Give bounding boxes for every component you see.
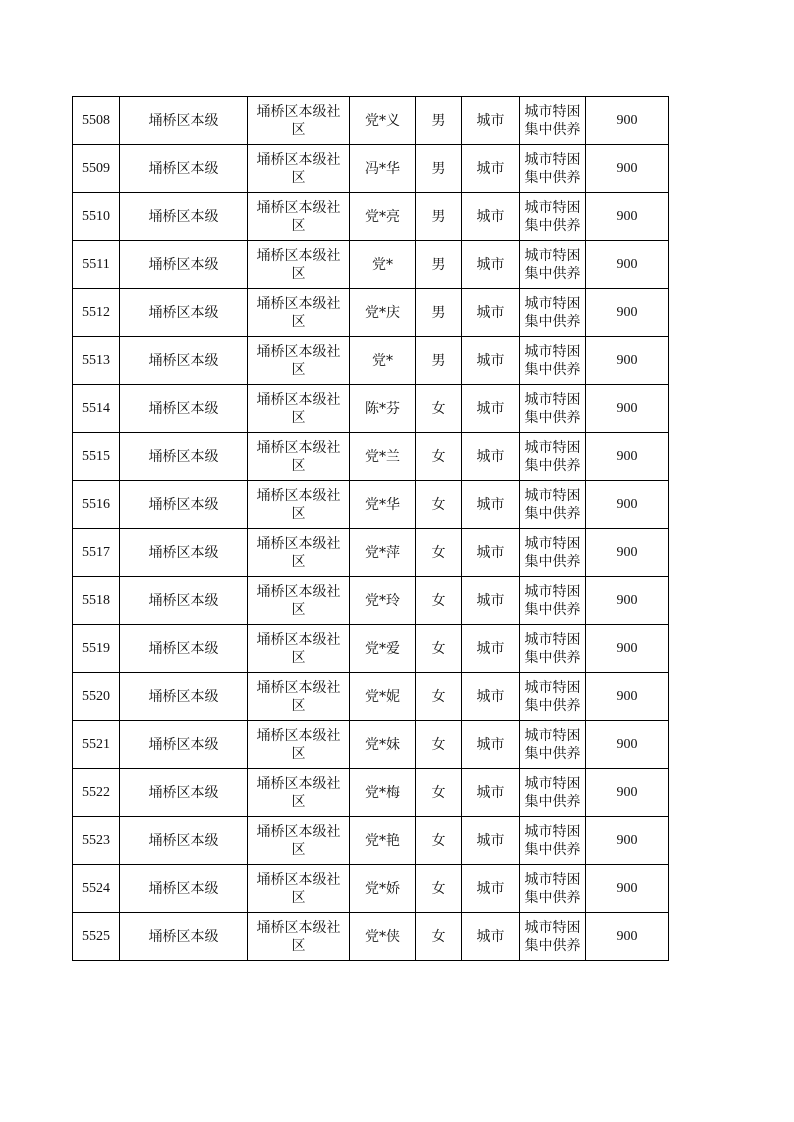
cell-name: 冯*华 [350, 145, 416, 193]
cell-district: 埇桥区本级 [120, 577, 248, 625]
cell-community-line-2: 区 [291, 265, 306, 282]
cell-support-type-line-2: 集中供养 [524, 889, 581, 906]
cell-community-line-2: 区 [291, 505, 306, 522]
cell-serial-number: 5524 [73, 865, 120, 913]
cell-name: 党*艳 [350, 817, 416, 865]
cell-serial-number: 5512 [73, 289, 120, 337]
cell-serial-number: 5516 [73, 481, 120, 529]
cell-support-type [520, 913, 586, 961]
cell-community [248, 337, 350, 385]
relief-roster-table [72, 96, 669, 961]
cell-gender: 男 [416, 97, 462, 145]
cell-support-type-line-2: 集中供养 [524, 265, 581, 282]
cell-community-line-2: 区 [291, 217, 306, 234]
cell-community [248, 769, 350, 817]
cell-gender: 女 [416, 433, 462, 481]
cell-community-line-1: 埇桥区本级社 [256, 391, 341, 408]
cell-support-type-line-2: 集中供养 [524, 169, 581, 186]
cell-name: 党*侠 [350, 913, 416, 961]
cell-support-type-line-1: 城市特困 [524, 391, 581, 408]
cell-district: 埇桥区本级 [120, 865, 248, 913]
cell-community-line-1: 埇桥区本级社 [256, 631, 341, 648]
cell-gender: 女 [416, 865, 462, 913]
cell-community-line-2: 区 [291, 889, 306, 906]
cell-district: 埇桥区本级 [120, 721, 248, 769]
cell-support-type [520, 577, 586, 625]
cell-community-line-2: 区 [291, 649, 306, 666]
cell-community [248, 529, 350, 577]
cell-name: 党*爱 [350, 625, 416, 673]
table-row [73, 865, 669, 913]
cell-gender: 女 [416, 625, 462, 673]
cell-amount: 900 [586, 289, 669, 337]
cell-district: 埇桥区本级 [120, 817, 248, 865]
cell-support-type [520, 385, 586, 433]
cell-support-type-line-1: 城市特困 [524, 727, 581, 744]
cell-community-line-1: 埇桥区本级社 [256, 103, 341, 120]
cell-amount: 900 [586, 913, 669, 961]
table-row [73, 721, 669, 769]
cell-name: 党*妹 [350, 721, 416, 769]
cell-community-line-1: 埇桥区本级社 [256, 439, 341, 456]
cell-name: 党*义 [350, 97, 416, 145]
cell-support-type-line-1: 城市特困 [524, 823, 581, 840]
cell-support-type [520, 721, 586, 769]
cell-area: 城市 [462, 865, 520, 913]
cell-community-line-1: 埇桥区本级社 [256, 199, 341, 216]
cell-support-type-line-1: 城市特困 [524, 343, 581, 360]
cell-community-line-1: 埇桥区本级社 [256, 727, 341, 744]
cell-area: 城市 [462, 577, 520, 625]
cell-serial-number: 5523 [73, 817, 120, 865]
cell-support-type-line-2: 集中供养 [524, 217, 581, 234]
cell-serial-number: 5518 [73, 577, 120, 625]
cell-gender: 女 [416, 673, 462, 721]
cell-amount: 900 [586, 433, 669, 481]
cell-serial-number: 5508 [73, 97, 120, 145]
cell-support-type-line-1: 城市特困 [524, 103, 581, 120]
cell-support-type-line-1: 城市特困 [524, 439, 581, 456]
cell-serial-number: 5509 [73, 145, 120, 193]
cell-gender: 男 [416, 145, 462, 193]
cell-amount: 900 [586, 385, 669, 433]
cell-gender: 女 [416, 769, 462, 817]
cell-support-type [520, 193, 586, 241]
cell-support-type [520, 673, 586, 721]
cell-community [248, 577, 350, 625]
cell-community-line-1: 埇桥区本级社 [256, 919, 341, 936]
cell-support-type-line-1: 城市特困 [524, 775, 581, 792]
cell-community-line-2: 区 [291, 361, 306, 378]
cell-support-type-line-1: 城市特困 [524, 535, 581, 552]
cell-area: 城市 [462, 289, 520, 337]
cell-support-type-line-2: 集中供养 [524, 409, 581, 426]
cell-gender: 女 [416, 577, 462, 625]
cell-community-line-2: 区 [291, 937, 306, 954]
cell-area: 城市 [462, 721, 520, 769]
table-body [73, 97, 669, 961]
cell-district: 埇桥区本级 [120, 481, 248, 529]
cell-amount: 900 [586, 145, 669, 193]
cell-gender: 女 [416, 817, 462, 865]
cell-support-type-line-1: 城市特困 [524, 631, 581, 648]
table-row [73, 817, 669, 865]
cell-support-type-line-2: 集中供养 [524, 649, 581, 666]
cell-area: 城市 [462, 529, 520, 577]
cell-district: 埇桥区本级 [120, 145, 248, 193]
cell-area: 城市 [462, 241, 520, 289]
cell-district: 埇桥区本级 [120, 337, 248, 385]
cell-district: 埇桥区本级 [120, 97, 248, 145]
cell-community-line-1: 埇桥区本级社 [256, 871, 341, 888]
cell-support-type-line-2: 集中供养 [524, 121, 581, 138]
cell-community [248, 913, 350, 961]
cell-support-type-line-2: 集中供养 [524, 841, 581, 858]
cell-district: 埇桥区本级 [120, 625, 248, 673]
cell-community [248, 193, 350, 241]
cell-community [248, 241, 350, 289]
cell-name: 党*亮 [350, 193, 416, 241]
cell-district: 埇桥区本级 [120, 193, 248, 241]
cell-support-type-line-1: 城市特困 [524, 295, 581, 312]
cell-gender: 男 [416, 289, 462, 337]
cell-support-type [520, 625, 586, 673]
cell-support-type-line-1: 城市特困 [524, 871, 581, 888]
cell-support-type-line-2: 集中供养 [524, 457, 581, 474]
cell-area: 城市 [462, 817, 520, 865]
cell-community [248, 673, 350, 721]
cell-community-line-1: 埇桥区本级社 [256, 535, 341, 552]
cell-support-type-line-1: 城市特困 [524, 583, 581, 600]
cell-community-line-2: 区 [291, 793, 306, 810]
cell-community-line-2: 区 [291, 457, 306, 474]
cell-area: 城市 [462, 145, 520, 193]
cell-support-type-line-2: 集中供养 [524, 313, 581, 330]
cell-community-line-1: 埇桥区本级社 [256, 151, 341, 168]
cell-community [248, 433, 350, 481]
cell-support-type [520, 145, 586, 193]
cell-support-type-line-1: 城市特困 [524, 199, 581, 216]
cell-district: 埇桥区本级 [120, 673, 248, 721]
cell-support-type-line-2: 集中供养 [524, 361, 581, 378]
cell-serial-number: 5517 [73, 529, 120, 577]
cell-community-line-1: 埇桥区本级社 [256, 343, 341, 360]
cell-name: 党*妮 [350, 673, 416, 721]
cell-amount: 900 [586, 529, 669, 577]
table-row [73, 193, 669, 241]
cell-gender: 女 [416, 529, 462, 577]
cell-community-line-2: 区 [291, 697, 306, 714]
cell-amount: 900 [586, 337, 669, 385]
table-row [73, 241, 669, 289]
cell-area: 城市 [462, 385, 520, 433]
cell-name: 党*庆 [350, 289, 416, 337]
cell-community-line-1: 埇桥区本级社 [256, 247, 341, 264]
cell-community [248, 97, 350, 145]
cell-serial-number: 5514 [73, 385, 120, 433]
table-row [73, 337, 669, 385]
cell-serial-number: 5521 [73, 721, 120, 769]
cell-community-line-1: 埇桥区本级社 [256, 679, 341, 696]
cell-area: 城市 [462, 625, 520, 673]
table-row [73, 97, 669, 145]
cell-area: 城市 [462, 433, 520, 481]
cell-name: 陈*芬 [350, 385, 416, 433]
cell-community [248, 481, 350, 529]
cell-name: 党*萍 [350, 529, 416, 577]
cell-support-type-line-2: 集中供养 [524, 601, 581, 618]
cell-serial-number: 5513 [73, 337, 120, 385]
cell-community [248, 625, 350, 673]
cell-support-type-line-2: 集中供养 [524, 553, 581, 570]
cell-community-line-1: 埇桥区本级社 [256, 823, 341, 840]
cell-amount: 900 [586, 481, 669, 529]
table-row [73, 289, 669, 337]
cell-support-type [520, 289, 586, 337]
cell-community [248, 865, 350, 913]
cell-district: 埇桥区本级 [120, 289, 248, 337]
table-row [73, 385, 669, 433]
cell-amount: 900 [586, 577, 669, 625]
cell-community-line-2: 区 [291, 745, 306, 762]
cell-amount: 900 [586, 97, 669, 145]
cell-community [248, 289, 350, 337]
cell-community-line-2: 区 [291, 169, 306, 186]
cell-gender: 女 [416, 721, 462, 769]
cell-support-type-line-1: 城市特困 [524, 247, 581, 264]
cell-community-line-1: 埇桥区本级社 [256, 583, 341, 600]
cell-serial-number: 5515 [73, 433, 120, 481]
cell-amount: 900 [586, 817, 669, 865]
cell-serial-number: 5520 [73, 673, 120, 721]
cell-serial-number: 5525 [73, 913, 120, 961]
cell-gender: 男 [416, 337, 462, 385]
cell-district: 埇桥区本级 [120, 241, 248, 289]
cell-gender: 女 [416, 913, 462, 961]
cell-name: 党*玲 [350, 577, 416, 625]
cell-community-line-2: 区 [291, 553, 306, 570]
cell-area: 城市 [462, 97, 520, 145]
cell-area: 城市 [462, 673, 520, 721]
cell-district: 埇桥区本级 [120, 769, 248, 817]
cell-serial-number: 5522 [73, 769, 120, 817]
cell-community-line-1: 埇桥区本级社 [256, 295, 341, 312]
cell-community-line-2: 区 [291, 409, 306, 426]
cell-community [248, 721, 350, 769]
table-row [73, 913, 669, 961]
cell-amount: 900 [586, 673, 669, 721]
cell-name: 党*娇 [350, 865, 416, 913]
cell-name: 党*华 [350, 481, 416, 529]
table-row [73, 145, 669, 193]
cell-gender: 男 [416, 193, 462, 241]
cell-amount: 900 [586, 721, 669, 769]
cell-support-type [520, 769, 586, 817]
cell-community [248, 817, 350, 865]
cell-district: 埇桥区本级 [120, 529, 248, 577]
cell-name: 党* [350, 337, 416, 385]
cell-gender: 女 [416, 385, 462, 433]
cell-support-type [520, 529, 586, 577]
cell-serial-number: 5510 [73, 193, 120, 241]
cell-name: 党* [350, 241, 416, 289]
document-page [72, 96, 669, 961]
cell-district: 埇桥区本级 [120, 433, 248, 481]
cell-support-type [520, 241, 586, 289]
cell-support-type [520, 433, 586, 481]
cell-community [248, 385, 350, 433]
cell-area: 城市 [462, 769, 520, 817]
cell-community-line-2: 区 [291, 121, 306, 138]
cell-support-type-line-2: 集中供养 [524, 697, 581, 714]
cell-area: 城市 [462, 337, 520, 385]
cell-name: 党*兰 [350, 433, 416, 481]
cell-support-type [520, 481, 586, 529]
cell-community-line-2: 区 [291, 601, 306, 618]
table-row [73, 673, 669, 721]
cell-support-type-line-1: 城市特困 [524, 679, 581, 696]
table-row [73, 433, 669, 481]
cell-district: 埇桥区本级 [120, 913, 248, 961]
cell-amount: 900 [586, 865, 669, 913]
cell-amount: 900 [586, 769, 669, 817]
cell-district: 埇桥区本级 [120, 385, 248, 433]
cell-gender: 女 [416, 481, 462, 529]
cell-support-type [520, 337, 586, 385]
cell-community-line-2: 区 [291, 313, 306, 330]
cell-community [248, 145, 350, 193]
table-row [73, 625, 669, 673]
cell-area: 城市 [462, 481, 520, 529]
cell-amount: 900 [586, 193, 669, 241]
table-row [73, 769, 669, 817]
table-row [73, 577, 669, 625]
cell-support-type-line-1: 城市特困 [524, 919, 581, 936]
cell-community-line-1: 埇桥区本级社 [256, 775, 341, 792]
cell-serial-number: 5511 [73, 241, 120, 289]
cell-support-type-line-2: 集中供养 [524, 793, 581, 810]
cell-support-type [520, 865, 586, 913]
cell-support-type-line-2: 集中供养 [524, 505, 581, 522]
cell-support-type-line-2: 集中供养 [524, 937, 581, 954]
cell-serial-number: 5519 [73, 625, 120, 673]
cell-community-line-2: 区 [291, 841, 306, 858]
cell-support-type-line-1: 城市特困 [524, 151, 581, 168]
cell-support-type [520, 97, 586, 145]
cell-amount: 900 [586, 241, 669, 289]
table-row [73, 529, 669, 577]
cell-community-line-1: 埇桥区本级社 [256, 487, 341, 504]
cell-support-type [520, 817, 586, 865]
cell-support-type-line-1: 城市特困 [524, 487, 581, 504]
cell-amount: 900 [586, 625, 669, 673]
cell-gender: 男 [416, 241, 462, 289]
cell-support-type-line-2: 集中供养 [524, 745, 581, 762]
cell-area: 城市 [462, 913, 520, 961]
cell-area: 城市 [462, 193, 520, 241]
table-row [73, 481, 669, 529]
cell-name: 党*梅 [350, 769, 416, 817]
